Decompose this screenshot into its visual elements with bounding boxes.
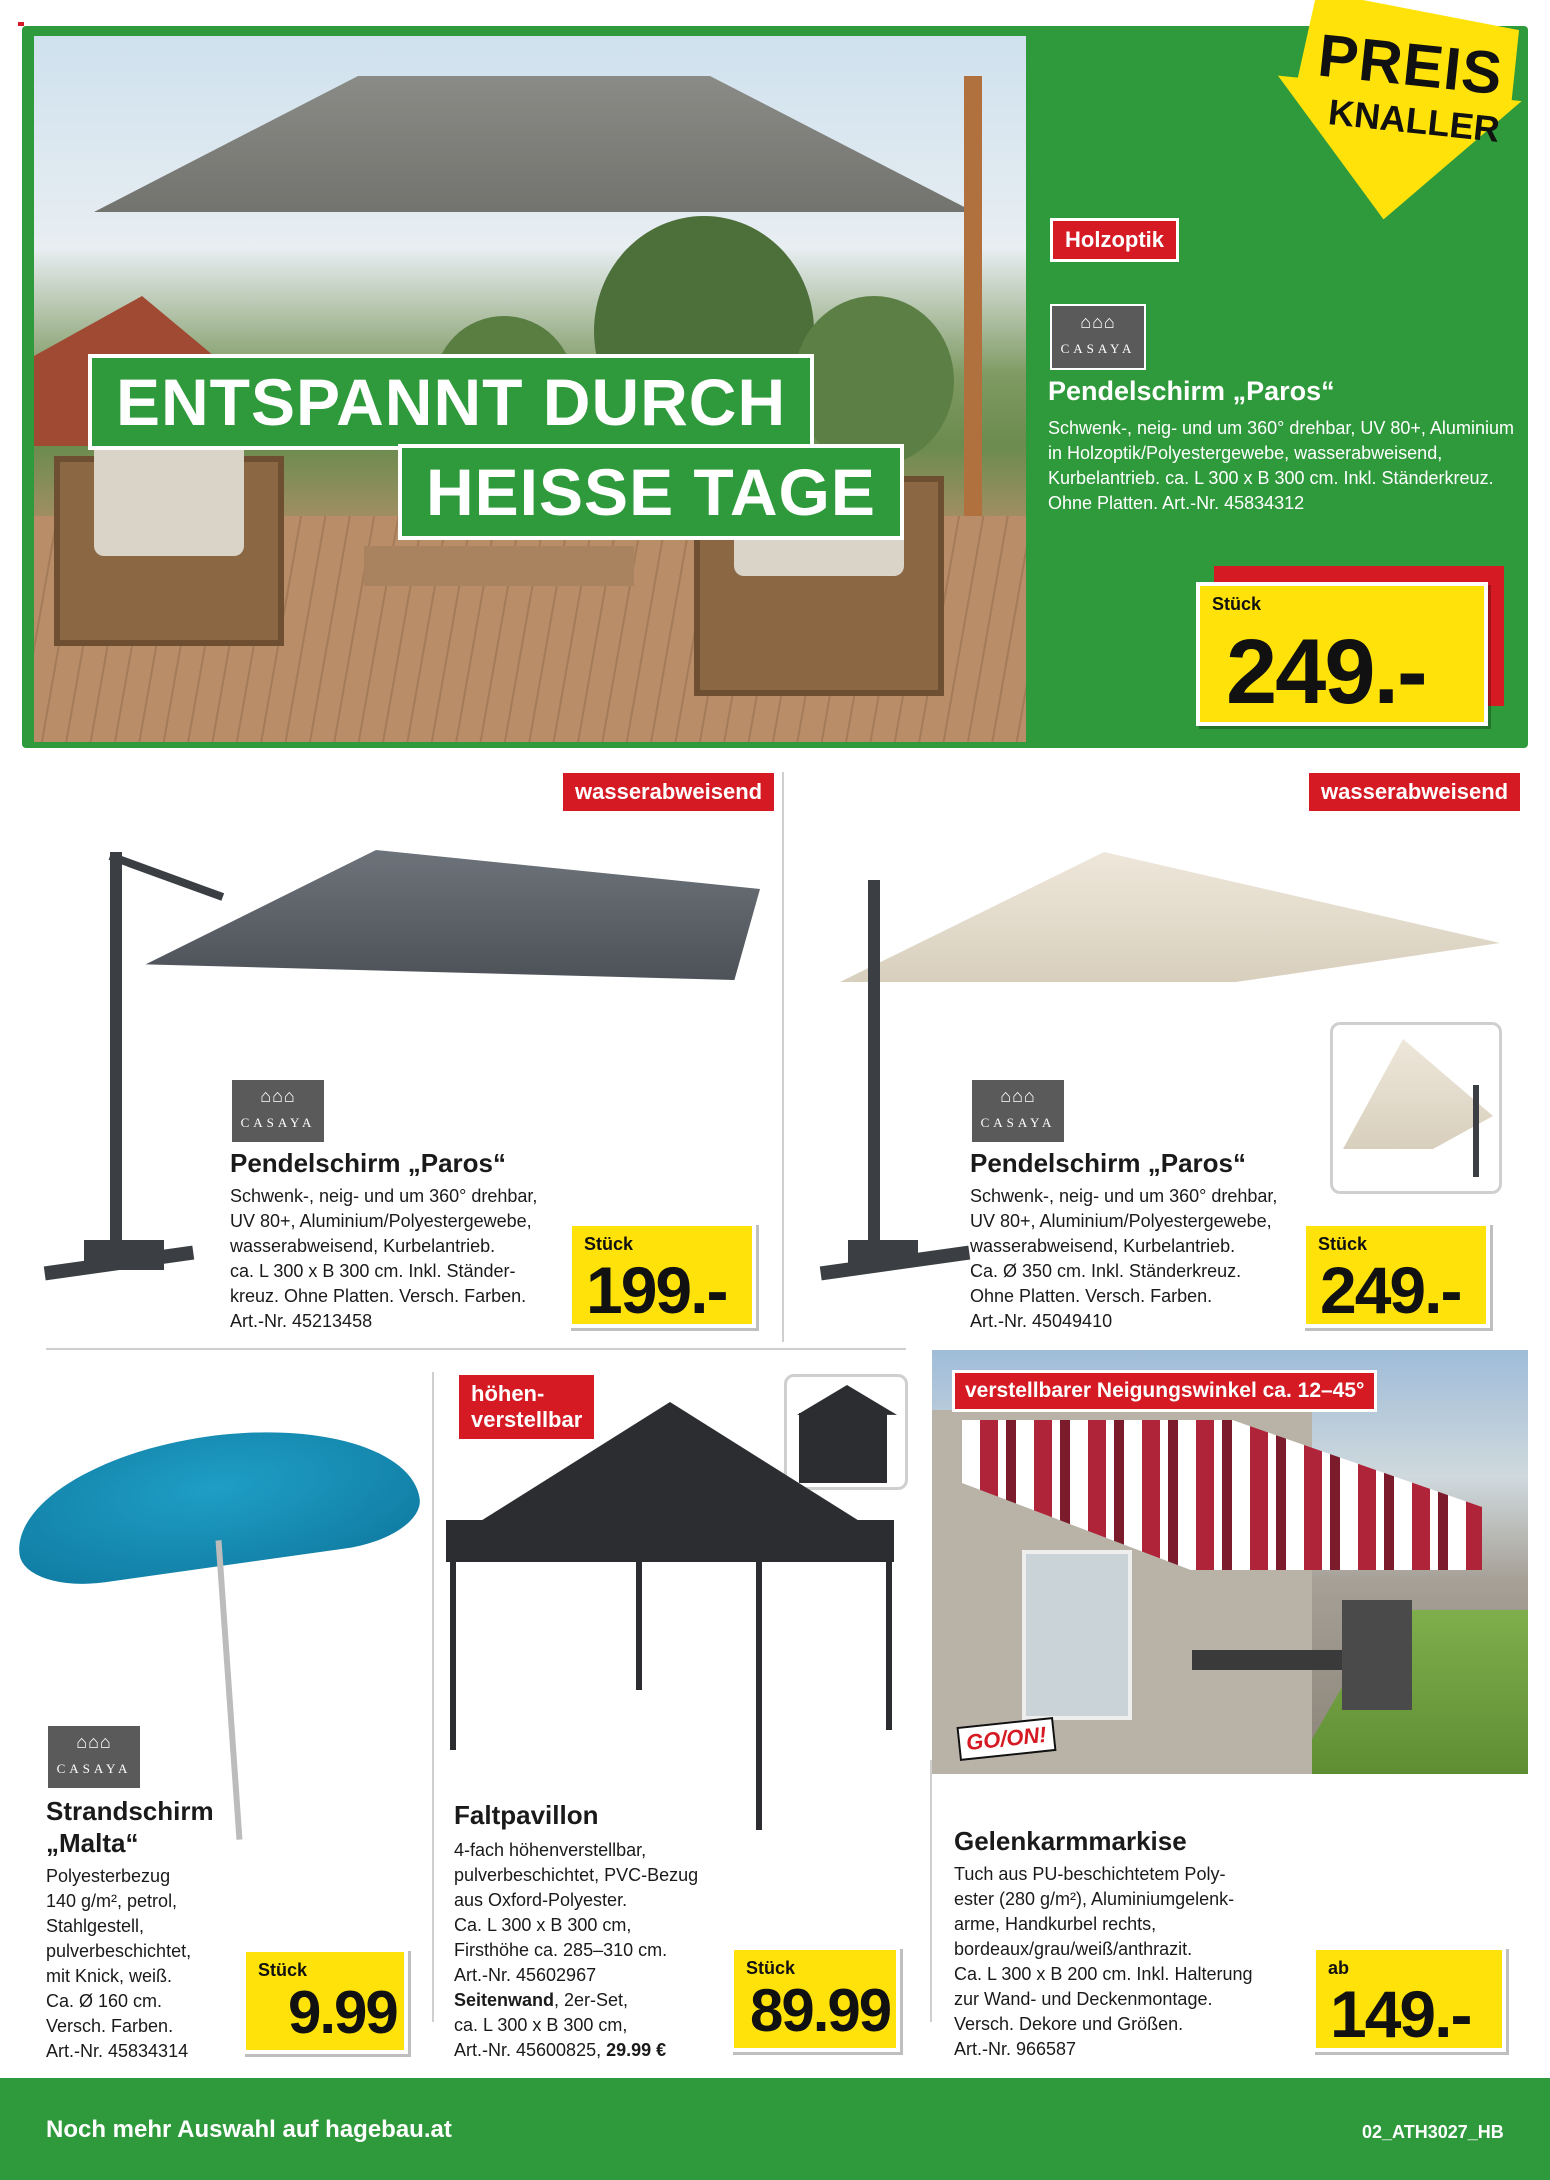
- product-title: Pendelschirm „Paros“: [970, 1148, 1246, 1178]
- desc-line: 140 g/m², petrol,: [46, 1891, 178, 1911]
- desc-line: Polyesterbezug: [46, 1866, 171, 1886]
- price-value: 249.-: [1320, 1253, 1461, 1327]
- umbrella-image: [100, 850, 760, 1010]
- extra-line3: Art.-Nr. 45600825,: [454, 2040, 602, 2060]
- product-title-line2: „Malta“: [46, 1828, 139, 1858]
- desc-line: pulverbeschichtet,: [46, 1941, 192, 1961]
- hero-product-title: Pendelschirm „Paros“: [1048, 376, 1335, 406]
- casaya-logo: [46, 1724, 142, 1790]
- desc-line: Versch. Dekore und Größen.: [954, 2014, 1184, 2034]
- desc-line: Art.-Nr. 45213458: [230, 1311, 373, 1331]
- houses-icon: ⌂⌂⌂: [76, 1732, 112, 1752]
- desc-line: Ca. Ø 350 cm. Inkl. Ständerkreuz.: [970, 1261, 1242, 1281]
- product-title: Pendelschirm „Paros“: [230, 1148, 506, 1178]
- awning-photo: [932, 1350, 1528, 1774]
- product-description: [954, 1862, 1284, 2062]
- footer-code: 02_ATH3027_HB: [1362, 2122, 1504, 2142]
- desc-line-extra: [454, 1988, 734, 2013]
- umbrella-pole: [110, 852, 122, 1252]
- umbrella-canopy: [840, 852, 1500, 982]
- window: [1022, 1550, 1132, 1720]
- hero-banner-line2: HEISSE TAGE: [398, 444, 904, 540]
- desc-line: pulverbeschichtet, PVC-Bezug: [454, 1865, 699, 1885]
- price-value: 149.-: [1330, 1977, 1471, 2051]
- gazebo-leg: [756, 1560, 762, 1830]
- desc-line: Art.-Nr. 45602967: [454, 1965, 597, 1985]
- hero-tag: Holzoptik: [1050, 218, 1179, 262]
- product-tag: verstellbarer Neigungswinkel ca. 12–45°: [952, 1370, 1377, 1412]
- houses-icon: ⌂⌂⌂: [260, 1086, 296, 1106]
- umbrella-base: [848, 1240, 918, 1266]
- product-title-line1: Strandschirm: [46, 1796, 214, 1826]
- desc-line: Ca. L 300 x B 300 cm,: [454, 1915, 632, 1935]
- desc-line: ester (280 g/m²), Aluminiumgelenk-: [954, 1889, 1235, 1909]
- desc-line: bordeaux/grau/weiß/anthrazit.: [954, 1939, 1193, 1959]
- chair-cushion: [94, 436, 244, 556]
- divider: [782, 772, 784, 1342]
- hero-product-description: Schwenk-, neig- und um 360° drehbar, UV 80+, Aluminium in Holzoptik/Polyestergewebe, wasserabweisend, Kurbelantrieb. ca. L 300 x B 300 cm. Inkl. Ständerkreuz. Ohne Platten. Art.-Nr. 45834312: [1048, 418, 1514, 513]
- umbrella-canopy: [120, 850, 760, 980]
- gazebo-skirt: [446, 1520, 894, 1562]
- thumbnail: [784, 1374, 908, 1490]
- beach-umbrella-canopy: [7, 1409, 425, 1594]
- tag-line1: höhen-: [471, 1381, 545, 1406]
- product-description: [454, 1838, 734, 2063]
- patio-chair: [1342, 1600, 1412, 1710]
- desc-line: mit Knick, weiß.: [46, 1966, 173, 1986]
- product-description: [230, 1184, 560, 1334]
- product-tag: [456, 1372, 597, 1442]
- umbrella-pole: [868, 880, 880, 1260]
- badge-line1: PREIS: [1315, 21, 1507, 108]
- umbrella-pole: [216, 1540, 243, 1840]
- divider: [930, 1760, 932, 2022]
- casaya-logo: [230, 1078, 326, 1144]
- price-unit: Stück: [1318, 1234, 1368, 1254]
- price-box: [242, 1948, 408, 2054]
- extra-price: 29.99 €: [606, 2040, 667, 2060]
- umbrella-canopy: [1343, 1039, 1493, 1149]
- desc-line: Ohne Platten. Versch. Farben.: [970, 1286, 1213, 1306]
- hero-price-box: [1196, 582, 1488, 726]
- gazebo-sidewall: [799, 1413, 887, 1483]
- price-box: [1312, 1946, 1506, 2052]
- desc-line: Tuch aus PU-beschichtetem Poly-: [954, 1864, 1226, 1884]
- desc-line: Stahlgestell,: [46, 1916, 145, 1936]
- houses-icon: ⌂⌂⌂: [1080, 312, 1116, 332]
- extra-bold: Seitenwand: [454, 1990, 555, 2010]
- umbrella-base: [84, 1240, 164, 1270]
- desc-line: ca. L 300 x B 300 cm. Inkl. Ständer-: [230, 1261, 516, 1281]
- desc-line: arme, Handkurbel rechts,: [954, 1914, 1157, 1934]
- brand-name: CASAYA: [1060, 341, 1136, 356]
- tag-line2: verstellbar: [471, 1407, 583, 1432]
- desc-line: Ca. L 300 x B 200 cm. Inkl. Halterung: [954, 1964, 1253, 1984]
- price-value: 89.99: [750, 1977, 891, 2044]
- gazebo-leg: [636, 1560, 642, 1690]
- brand-name: CASAYA: [56, 1761, 132, 1776]
- price-value: 249.-: [1226, 621, 1426, 723]
- divider: [432, 1372, 434, 2022]
- go-on-logo: GO/ON!: [956, 1717, 1056, 1761]
- desc-line: ca. L 300 x B 300 cm,: [454, 2015, 628, 2035]
- price-unit: Stück: [584, 1234, 634, 1254]
- desc-line: Schwenk-, neig- und um 360° drehbar,: [970, 1186, 1278, 1206]
- desc-line: Versch. Farben.: [46, 2016, 174, 2036]
- hero-banner-line1: ENTSPANNT DURCH: [88, 354, 814, 450]
- desc-line: aus Oxford-Polyester.: [454, 1890, 628, 1910]
- product-title: Gelenkarmmarkise: [954, 1826, 1187, 1856]
- desc-line: wasserabweisend, Kurbelantrieb.: [970, 1236, 1236, 1256]
- desc-line: UV 80+, Aluminium/Polyestergewebe,: [230, 1211, 532, 1231]
- desc-line: wasserabweisend, Kurbelantrieb.: [230, 1236, 496, 1256]
- product-tag: wasserabweisend: [560, 770, 777, 814]
- desc-line: UV 80+, Aluminium/Polyestergewebe,: [970, 1211, 1272, 1231]
- corner-mark: [18, 22, 24, 26]
- price-box: [1302, 1222, 1490, 1328]
- desc-line: kreuz. Ohne Platten. Versch. Farben.: [230, 1286, 527, 1306]
- gazebo-leg: [450, 1560, 456, 1750]
- price-unit: Stück: [1212, 594, 1262, 614]
- product-description: [970, 1184, 1310, 1334]
- price-value: 199.-: [586, 1253, 727, 1327]
- price-unit: Stück: [746, 1958, 796, 1978]
- tree: [794, 296, 954, 466]
- product-title: Faltpavillon: [454, 1800, 599, 1830]
- footer-link[interactable]: Noch mehr Auswahl auf hagebau.at: [46, 2116, 452, 2143]
- thumbnail: [1330, 1022, 1502, 1194]
- product-tag: wasserabweisend: [1306, 770, 1523, 814]
- extra-rest: , 2er-Set,: [554, 1990, 629, 2010]
- umbrella-canopy: [94, 76, 974, 236]
- desc-line: Art.-Nr. 45049410: [970, 1311, 1113, 1331]
- desc-line: Firsthöhe ca. 285–310 cm.: [454, 1940, 668, 1960]
- price-unit: Stück: [258, 1960, 308, 1980]
- badge-line2: KNALLER: [1326, 91, 1502, 150]
- product-description: [46, 1864, 246, 2064]
- desc-line: Schwenk-, neig- und um 360° drehbar,: [230, 1186, 538, 1206]
- price-unit: ab: [1328, 1958, 1350, 1978]
- desc-line: Art.-Nr. 45834314: [46, 2041, 189, 2061]
- desc-line: Art.-Nr. 966587: [954, 2039, 1077, 2059]
- brand-name: CASAYA: [980, 1115, 1056, 1130]
- desc-line: Ca. Ø 160 cm.: [46, 1991, 163, 2011]
- desc-line: zur Wand- und Deckenmontage.: [954, 1989, 1213, 2009]
- divider: [46, 1348, 906, 1350]
- desc-line: 4-fach höhenverstellbar,: [454, 1840, 647, 1860]
- casaya-logo: [1050, 304, 1146, 370]
- umbrella-pole: [1473, 1085, 1479, 1177]
- price-box: [568, 1222, 756, 1328]
- price-box: [730, 1946, 900, 2052]
- desc-line-extra: [454, 2038, 734, 2063]
- houses-icon: ⌂⌂⌂: [1000, 1086, 1036, 1106]
- gazebo-leg: [886, 1560, 892, 1730]
- brand-name: CASAYA: [240, 1115, 316, 1130]
- coffee-table: [364, 546, 634, 586]
- preisknaller-badge: [1270, 0, 1520, 220]
- price-value: 9.99: [288, 1979, 397, 2046]
- casaya-logo: [970, 1078, 1066, 1144]
